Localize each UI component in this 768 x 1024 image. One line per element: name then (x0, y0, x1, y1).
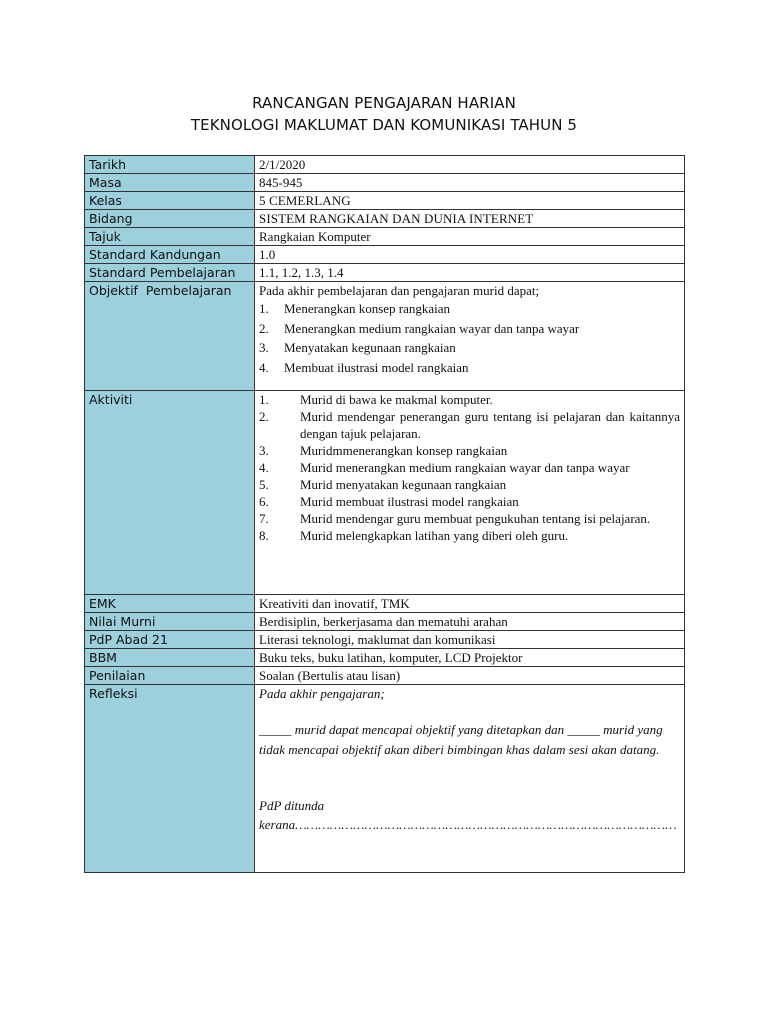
label-bidang: Bidang (85, 210, 255, 228)
label-pdp-abad-21: PdP Abad 21 (85, 631, 255, 649)
list-item: 5. Murid menyatakan kegunaan rangkaian (259, 477, 507, 492)
value-refleksi (255, 685, 685, 873)
row-standard-kandungan (85, 246, 685, 264)
value-tarikh: 2/1/2020 (255, 156, 685, 174)
label-emk: EMK (85, 595, 255, 613)
list-item: 6. Murid membuat ilustrasi model rangkaian (259, 494, 519, 509)
value-penilaian: Soalan (Bertulis atau lisan) (255, 667, 685, 685)
list-item: 4. Membuat ilustrasi model rangkaian (259, 359, 469, 375)
objektif-intro: Pada akhir pembelajaran dan pengajaran murid dapat; (259, 283, 540, 298)
refleksi-pdp-ditunda: PdP ditunda (259, 798, 325, 813)
row-nilai-murni (85, 613, 685, 631)
row-masa (85, 174, 685, 192)
list-item: 2. Menerangkan medium rangkaian wayar dan tanpa wayar (259, 320, 580, 336)
row-bbm (85, 649, 685, 667)
value-tajuk: Rangkaian Komputer (255, 228, 685, 246)
document-title: RANCANGAN PENGAJARAN HARIAN (252, 94, 516, 112)
label-refleksi: Refleksi (85, 685, 255, 873)
list-item: 7. Murid mendengar guru membuat pengukuhan tentang isi pelajaran. (259, 511, 651, 526)
objektif-list (259, 299, 680, 377)
row-penilaian (85, 667, 685, 685)
label-tarikh: Tarikh (85, 156, 255, 174)
row-standard-pembelajaran (85, 264, 685, 282)
label-tajuk: Tajuk (85, 228, 255, 246)
lesson-plan-table (84, 155, 685, 873)
row-bidang (85, 210, 685, 228)
label-bbm: BBM (85, 649, 255, 667)
label-objektif: Objektif Pembelajaran (85, 282, 255, 391)
label-masa: Masa (85, 174, 255, 192)
list-item: 8. Murid melengkapkan latihan yang diberi oleh guru. (259, 528, 569, 543)
refleksi-intro: Pada akhir pengajaran; (259, 686, 385, 701)
label-standard-pembelajaran: Standard Pembelajaran (85, 264, 255, 282)
value-objektif (255, 282, 685, 391)
refleksi-kerana: kerana……………………………………………………………………………………… (259, 817, 677, 832)
label-standard-kandungan: Standard Kandungan (85, 246, 255, 264)
refleksi-body: _____ murid dapat mencapai objektif yang ditetapkan dan _____ murid yang tidak mencapai objektif akan diberi bimbingan khas dalam sesi akan datang. (259, 722, 663, 757)
aktiviti-list (259, 391, 680, 544)
row-tarikh (85, 156, 685, 174)
row-tajuk (85, 228, 685, 246)
label-penilaian: Penilaian (85, 667, 255, 685)
value-bidang: SISTEM RANGKAIAN DAN DUNIA INTERNET (255, 210, 685, 228)
value-masa: 845-945 (255, 174, 685, 192)
row-pdp-abad-21 (85, 631, 685, 649)
row-kelas (85, 192, 685, 210)
value-emk: Kreativiti dan inovatif, TMK (255, 595, 685, 613)
list-item: 1. Murid di bawa ke makmal komputer. (259, 392, 493, 407)
value-bbm: Buku teks, buku latihan, komputer, LCD Projektor (255, 649, 685, 667)
row-aktiviti (85, 391, 685, 595)
list-item: 3. Menyatakan kegunaan rangkaian (259, 340, 456, 355)
document-subtitle: TEKNOLOGI MAKLUMAT DAN KOMUNIKASI TAHUN 5 (190, 116, 578, 134)
value-nilai-murni: Berdisiplin, berkerjasama dan mematuhi arahan (255, 613, 685, 631)
row-emk (85, 595, 685, 613)
value-aktiviti (255, 391, 685, 595)
row-objektif (85, 282, 685, 391)
label-kelas: Kelas (85, 192, 255, 210)
value-standard-pembelajaran: 1.1, 1.2, 1.3, 1.4 (255, 264, 685, 282)
label-aktiviti: Aktiviti (85, 391, 255, 595)
value-kelas: 5 CEMERLANG (255, 192, 685, 210)
value-pdp-abad-21: Literasi teknologi, maklumat dan komunikasi (255, 631, 685, 649)
list-item: 3. Muridmmenerangkan konsep rangkaian (259, 443, 508, 458)
list-item: 2. Murid mendengar penerangan guru tentang isi pelajaran dan kaitannya dengan tajuk pelajaran. (259, 409, 680, 441)
row-refleksi (85, 685, 685, 873)
value-standard-kandungan: 1.0 (255, 246, 685, 264)
label-nilai-murni: Nilai Murni (85, 613, 255, 631)
list-item: 4. Murid menerangkan medium rangkaian wayar dan tanpa wayar (259, 460, 630, 475)
list-item: 1. Menerangkan konsep rangkaian (259, 301, 451, 316)
